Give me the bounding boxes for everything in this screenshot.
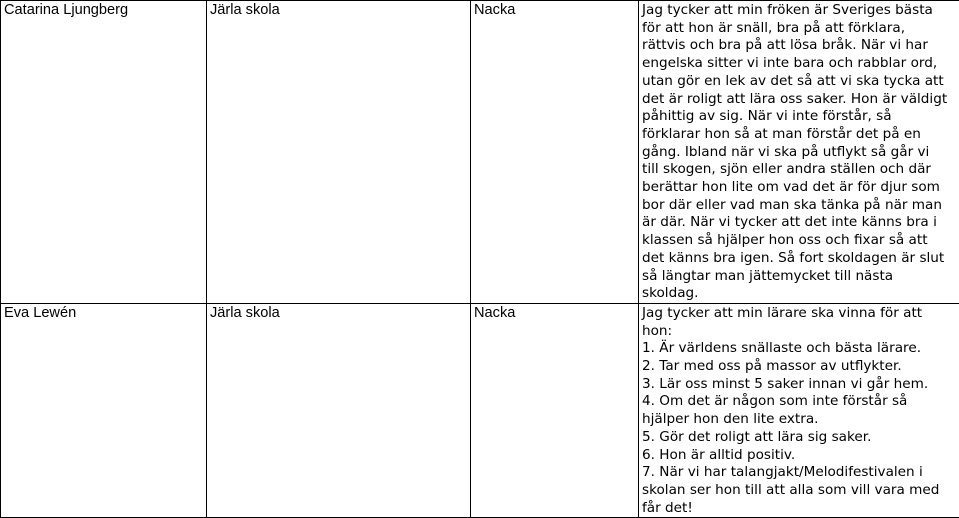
name-cell: Eva Lewén — [1, 303, 207, 517]
table-row — [1, 1, 959, 304]
text-line: skolan ser hon till att alla som vill vara med — [642, 482, 956, 500]
text-line: 7. När vi har talangjakt/Melodifestivalen i — [642, 464, 956, 482]
text-line: 6. Hon är alltid positiv. — [642, 447, 956, 465]
text-line: gång. Ibland när vi ska på utflykt så går vi — [642, 144, 956, 162]
motivation-cell — [639, 1, 959, 304]
municipality-cell: Nacka — [471, 303, 639, 517]
text-line: påhittig av sig. När vi inte förstår, så — [642, 108, 956, 126]
text-line: skoldag. — [642, 285, 956, 303]
text-line: till skogen, sjön eller andra ställen och där — [642, 161, 956, 179]
text-line: berättar hon lite om vad det är för djur som — [642, 179, 956, 197]
text-line: 3. Lär oss minst 5 saker innan vi går hem. — [642, 376, 956, 394]
text-line: Jag tycker att min fröken är Sveriges bästa — [642, 2, 956, 20]
text-line: för att hon är snäll, bra på att förklara, — [642, 20, 956, 38]
text-line: så längtar man jättemycket till nästa — [642, 268, 956, 286]
text-line: rättvis och bra på att lösa bråk. När vi har — [642, 37, 956, 55]
table-row — [1, 303, 959, 517]
text-line: förklarar hon så at man förstår det på en — [642, 126, 956, 144]
school-cell: Järla skola — [207, 303, 471, 517]
text-line: är där. När vi tycker att det inte känns bra i — [642, 214, 956, 232]
text-line: det är roligt att lära oss saker. Hon är väldigt — [642, 91, 956, 109]
text-line: hon: — [642, 323, 956, 341]
text-line: det känns bra igen. Så fort skoldagen är slut — [642, 250, 956, 268]
text-line: 2. Tar med oss på massor av utflykter. — [642, 358, 956, 376]
text-line: 5. Gör det roligt att lära sig saker. — [642, 429, 956, 447]
text-line: hjälper hon den lite extra. — [642, 411, 956, 429]
text-line: utan gör en lek av det så att vi ska tycka att — [642, 73, 956, 91]
municipality-cell: Nacka — [471, 1, 639, 304]
text-line: 1. Är världens snällaste och bästa lärare. — [642, 340, 956, 358]
text-line: Jag tycker att min lärare ska vinna för att — [642, 305, 956, 323]
text-line: bor där eller vad man ska tänka på när man — [642, 197, 956, 215]
text-line: klassen så hjälper hon oss och fixar så att — [642, 232, 956, 250]
text-line: engelska sitter vi inte bara och rabblar ord, — [642, 55, 956, 73]
text-line: får det! — [642, 500, 956, 518]
school-cell: Järla skola — [207, 1, 471, 304]
motivation-cell — [639, 303, 959, 517]
name-cell: Catarina Ljungberg — [1, 1, 207, 304]
text-line: 4. Om det är någon som inte förstår så — [642, 393, 956, 411]
